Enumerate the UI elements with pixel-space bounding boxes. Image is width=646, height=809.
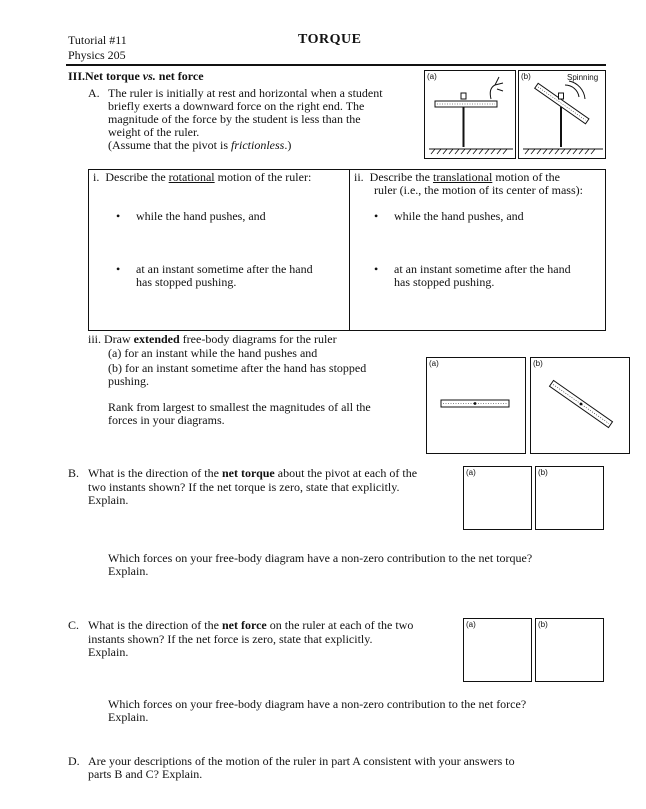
part-d-letter: D. [68, 754, 80, 768]
question-i-pre: Describe the [105, 170, 169, 184]
part-b-letter: B. [68, 466, 80, 480]
part-iii-line2: (a) for an instant while the hand pushes and [108, 346, 318, 360]
question-ii-translational: translational [432, 170, 493, 184]
part-c-q-c: on the ruler at each of the two [266, 618, 414, 632]
part-iii-number: iii. [88, 332, 102, 346]
part-b-q-a: What is the direction of the [88, 466, 222, 480]
figure-a-label: (a) [427, 72, 437, 81]
question-i-post: motion of the ruler: [214, 170, 312, 184]
part-b-followup: Which forces on your free-body diagram have a non-zero contribution to the net torque? Explain. [108, 551, 533, 578]
spinning-label: Spinning [567, 73, 599, 82]
question-ii-post: motion of the [492, 170, 560, 184]
translational-after-pushing: at an instant sometime after the hand has stopped pushing. [394, 262, 571, 289]
translational-while-pushing: while the hand pushes, and [394, 209, 524, 223]
part-iii-extended: extended [133, 332, 180, 346]
hand-icon [490, 77, 503, 99]
question-i-rotational: rotational [168, 170, 215, 184]
fbd-ruler-tilted [550, 380, 613, 427]
ground-hatch [431, 149, 507, 154]
force-answer-box-b[interactable] [535, 618, 604, 682]
part-c-net-force: net force [221, 618, 267, 632]
part-iii-rank: Rank from largest to smallest the magnitudes of all the forces in your diagrams. [108, 400, 371, 427]
torque-answer-box-b[interactable] [535, 466, 604, 530]
fbd-box-a-label: (a) [429, 359, 439, 368]
assume-text-a: (Assume that the pivot is [108, 138, 231, 152]
rotational-after-pushing: at an instant sometime after the hand has stopped pushing. [136, 262, 313, 289]
torque-box-b-label: (b) [538, 468, 548, 477]
part-b-question-rest: two instants shown? If the net torque is zero, state that explicitly. Explain. [88, 480, 400, 507]
figure-b-label: (b) [521, 72, 531, 81]
question-ii-number: ii. [354, 170, 364, 184]
part-b-question-line1 [88, 467, 417, 480]
figure-a-drawing [425, 71, 517, 160]
page-title: TORQUE [298, 32, 362, 47]
torque-box-a-label: (a) [466, 468, 476, 477]
part-iii-draw: Draw [104, 332, 134, 346]
part-iii-line1 [88, 333, 337, 346]
fbd-box-a[interactable] [426, 357, 526, 454]
part-c-question-rest: instants shown? If the net force is zero, state that explicitly. Explain. [88, 632, 373, 659]
section-title-vs: vs. [142, 69, 156, 83]
part-a-letter: A. [88, 86, 100, 100]
torque-answer-box-a[interactable] [463, 466, 532, 530]
force-box-a-label: (a) [466, 620, 476, 629]
question-ii-pre: Describe the [369, 170, 433, 184]
force-answer-box-a[interactable] [463, 618, 532, 682]
fbd-pivot-dot [474, 402, 477, 405]
fbd-box-b[interactable] [530, 357, 630, 454]
part-c-followup: Which forces on your free-body diagram have a non-zero contribution to the net force? Explain. [108, 697, 527, 724]
ground-hatch-b [525, 149, 595, 154]
spin-arrow-icon [565, 85, 579, 97]
bullet-icon: • [374, 262, 379, 276]
figure-b-ruler-spinning [518, 70, 606, 159]
fbd-b-drawing [531, 358, 631, 455]
part-c-q-a: What is the direction of the [88, 618, 222, 632]
question-i-number: i. [93, 170, 100, 184]
section-title-b: net force [155, 69, 204, 83]
bullet-icon: • [116, 209, 121, 223]
part-c-letter: C. [68, 618, 80, 632]
part-a-text: The ruler is initially at rest and horizontal when a student briefly exerts a downward force on the right end. The magnitude of the force by the student is less than the weight of the ruler. [108, 86, 383, 139]
course-name: Physics 205 [68, 48, 126, 62]
part-a-assumption [108, 139, 291, 152]
pivot-top [461, 93, 466, 99]
section-number: III. [68, 69, 86, 83]
bullet-icon: • [116, 262, 121, 276]
section-heading [68, 70, 204, 83]
part-b-net-torque: net torque [221, 466, 275, 480]
fbd-box-b-label: (b) [533, 359, 543, 368]
question-i [93, 171, 311, 184]
part-iii-rest: free-body diagrams for the ruler [179, 332, 337, 346]
fbd-a-drawing [427, 358, 527, 455]
question-ii-line2: ruler (i.e., the motion of its center of mass): [374, 183, 583, 197]
part-c-question-line1 [88, 619, 413, 632]
header-rule [66, 64, 606, 66]
force-box-b-label: (b) [538, 620, 548, 629]
assume-text-b: .) [284, 138, 292, 152]
table-divider [349, 169, 350, 331]
rotational-while-pushing: while the hand pushes, and [136, 209, 266, 223]
part-d-text: Are your descriptions of the motion of the ruler in part A consistent with your answers to parts B and C? Explain. [88, 754, 515, 781]
pivot-top-b [559, 93, 564, 99]
section-title-a: Net torque [85, 69, 143, 83]
figure-b-drawing [519, 71, 607, 160]
assume-text-frictionless: frictionless [231, 138, 285, 152]
part-b-q-c: about the pivot at each of the [274, 466, 418, 480]
tutorial-number: Tutorial #11 [68, 33, 127, 47]
bullet-icon: • [374, 209, 379, 223]
spin-arc-icon [569, 81, 585, 99]
part-iii-line3: (b) for an instant sometime after the hand has stopped pushing. [108, 361, 367, 388]
figure-a-ruler-pushed [424, 70, 516, 159]
